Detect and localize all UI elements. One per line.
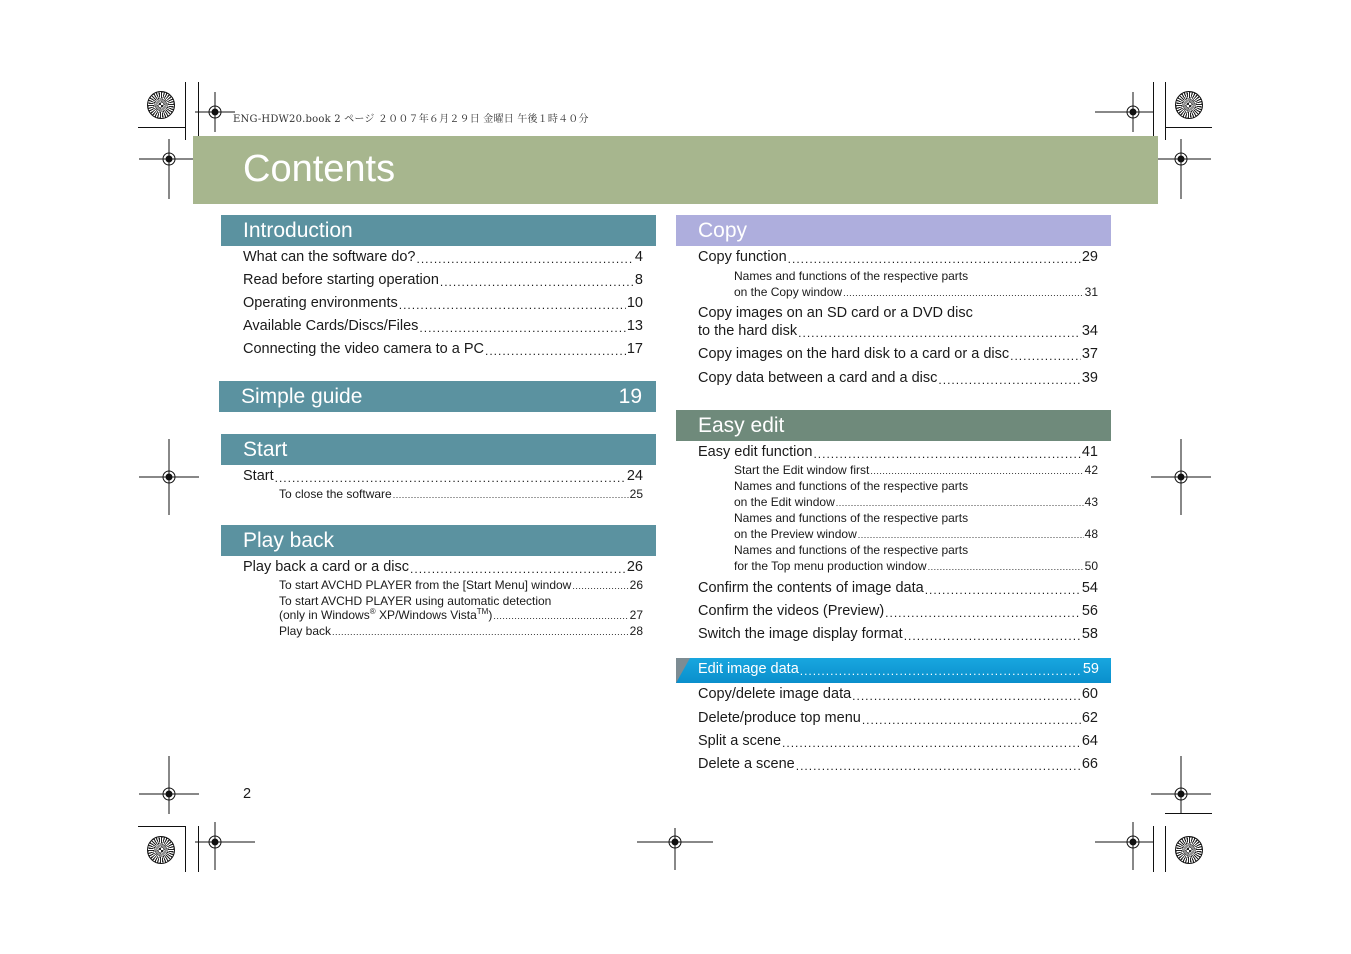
section-heading-label: Simple guide (241, 385, 363, 408)
dot-leader (862, 713, 1081, 727)
toc-entry[interactable]: Split a scene ..... 64 (698, 733, 1098, 750)
toc-subentry[interactable]: on the Preview window ..... 48 (734, 527, 1098, 541)
dot-leader (928, 562, 1084, 573)
toc-entry[interactable]: Delete a scene ..... 66 (698, 756, 1098, 773)
toc-entry[interactable]: Easy edit function ..... 41 (698, 444, 1098, 461)
bar-corner-tab (676, 658, 690, 683)
title-banner (193, 136, 1158, 204)
toc-entry-line: Copy images on an SD card or a DVD disc (698, 305, 973, 321)
toc-entry[interactable]: Operating environments ..... 10 (243, 295, 643, 312)
page-title: Contents (243, 148, 396, 190)
dot-leader (410, 562, 626, 576)
section-heading-copy: Copy (676, 215, 1111, 246)
toc-entry-highlighted: Edit image data ..... 59 (698, 661, 1099, 678)
dot-leader (843, 288, 1084, 299)
toc-entry[interactable]: Copy data between a card and a disc ..... 39 (698, 370, 1098, 387)
dot-leader (485, 344, 626, 358)
dot-leader (798, 326, 1081, 340)
dot-leader (938, 373, 1080, 387)
toc-entry[interactable]: to the hard disk ..... 34 (698, 323, 1098, 340)
dot-leader (858, 530, 1084, 541)
dot-leader (1010, 349, 1081, 363)
easy-edit-list (698, 444, 1098, 643)
dot-leader (796, 759, 1081, 773)
dot-leader (782, 736, 1081, 750)
dot-leader (440, 275, 634, 289)
toc-subentry-line: To start AVCHD PLAYER using automatic detection (279, 594, 552, 608)
dot-leader (572, 581, 628, 592)
dot-leader (925, 583, 1081, 597)
start-list (243, 468, 643, 501)
toc-subentry[interactable]: for the Top menu production window ..... 50 (734, 559, 1098, 573)
toc-subentry-line: Names and functions of the respective parts (734, 479, 969, 493)
toc-entry[interactable]: Connecting the video camera to a PC ..... 17 (243, 341, 643, 358)
section-heading-play-back: Play back (221, 525, 656, 556)
toc-subentry[interactable]: To close the software ..... 25 (279, 487, 643, 501)
toc-entry[interactable]: Read before starting operation ..... 8 (243, 272, 643, 289)
toc-entry[interactable]: Play back a card or a disc ..... 26 (243, 559, 643, 576)
dot-leader (399, 298, 626, 312)
dot-leader (417, 252, 634, 266)
section-heading-simple-guide[interactable] (219, 381, 656, 412)
section-heading-introduction: Introduction (221, 215, 656, 246)
toc-subentry-line: Names and functions of the respective parts (734, 511, 969, 525)
print-header-line: ENG-HDW20.book 2 ページ ２００７年６月２９日 金曜日 午後１時４０分 (233, 114, 589, 125)
dot-leader (419, 321, 625, 335)
edit-image-data-bar[interactable] (676, 658, 1111, 683)
toc-subentry-line: Names and functions of the respective parts (734, 269, 969, 283)
dot-leader (885, 606, 1081, 620)
dot-leader (788, 252, 1081, 266)
dot-leader (904, 629, 1081, 643)
toc-entry[interactable]: Copy images on the hard disk to a card or a disc ..... 37 (698, 346, 1098, 363)
toc-subentry[interactable]: To start AVCHD PLAYER from the [Start Menu] window ..... 26 (279, 578, 643, 592)
section-page-number: 19 (618, 385, 642, 408)
toc-entry[interactable]: Confirm the contents of image data ..... 54 (698, 580, 1098, 597)
toc-entry[interactable]: What can the software do? ..... 4 (243, 249, 643, 266)
dot-leader (275, 471, 626, 485)
toc-subentry[interactable]: on the Copy window ..... 31 (734, 285, 1098, 299)
dot-leader (332, 627, 629, 638)
dot-leader (870, 466, 1083, 477)
toc-subentry[interactable]: Play back ..... 28 (279, 624, 643, 638)
toc-entry[interactable]: Switch the image display format ..... 58 (698, 626, 1098, 643)
toc-entry[interactable]: Delete/produce top menu ..... 62 (698, 710, 1098, 727)
toc-subentry-line: Names and functions of the respective parts (734, 543, 969, 557)
dot-leader (836, 498, 1084, 509)
edit-image-list (698, 686, 1098, 773)
toc-entry[interactable]: Available Cards/Discs/Files ..... 13 (243, 318, 643, 335)
page-number: 2 (243, 786, 252, 802)
toc-entry[interactable]: Copy/delete image data ..... 60 (698, 686, 1098, 703)
dot-leader (800, 664, 1082, 678)
dot-leader (813, 447, 1080, 461)
toc-subentry[interactable]: Start the Edit window first ..... 42 (734, 463, 1098, 477)
toc-subentry[interactable]: on the Edit window ..... 43 (734, 495, 1098, 509)
copy-list (698, 249, 1098, 387)
play-back-list (243, 559, 643, 638)
section-heading-easy-edit: Easy edit (676, 410, 1111, 441)
introduction-list (243, 249, 643, 358)
dot-leader (852, 689, 1081, 703)
toc-subentry[interactable]: (only in Windows® XP/Windows Vista™) ..... 27 (279, 608, 643, 622)
dot-leader (393, 490, 629, 501)
toc-entry[interactable]: Copy function ..... 29 (698, 249, 1098, 266)
toc-entry[interactable]: Start ..... 24 (243, 468, 643, 485)
dot-leader (493, 611, 628, 622)
toc-entry[interactable]: Confirm the videos (Preview) ..... 56 (698, 603, 1098, 620)
section-heading-start: Start (221, 434, 656, 465)
